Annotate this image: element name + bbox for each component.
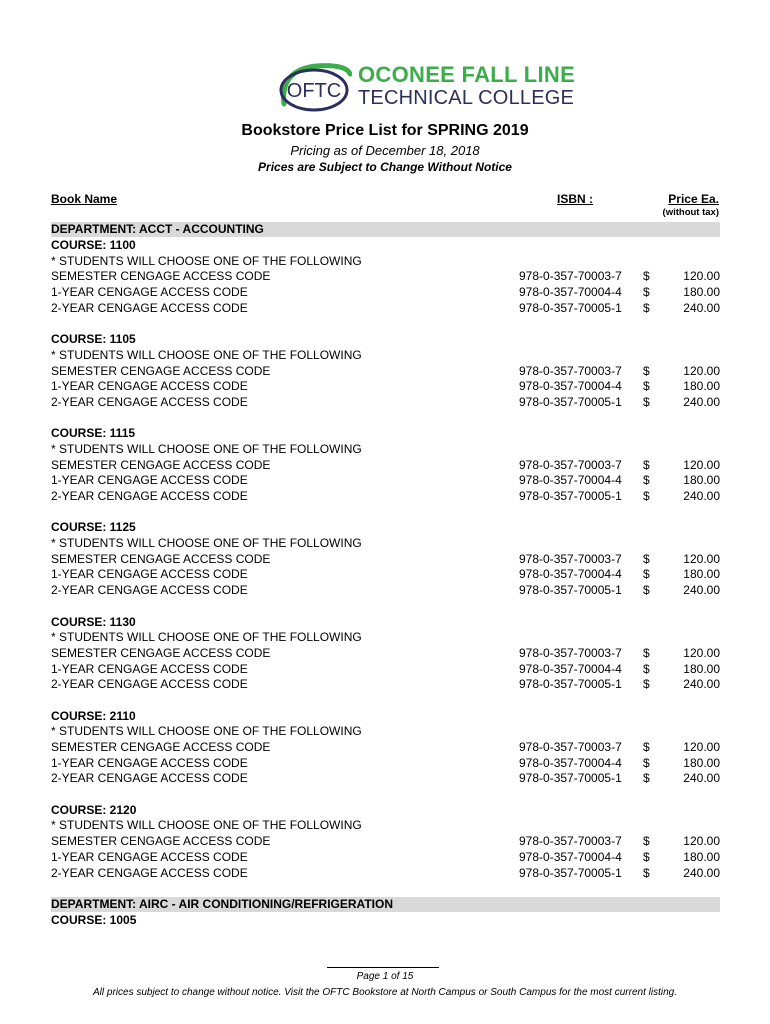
course-note: * STUDENTS WILL CHOOSE ONE OF THE FOLLOWING [51, 253, 362, 268]
pricing-date: Pricing as of December 18, 2018 [290, 143, 480, 158]
currency-symbol: $ [643, 457, 650, 472]
book-name: 1-YEAR CENGAGE ACCESS CODE [51, 473, 248, 488]
price: 120.00 [683, 551, 720, 566]
course-title: COURSE: 1105 [51, 332, 136, 347]
currency-symbol: $ [643, 661, 650, 676]
table-row [51, 771, 720, 787]
logo-swoosh-icon [276, 60, 352, 114]
isbn: 978-0-357-70003-7 [519, 269, 622, 284]
book-name: 2-YEAR CENGAGE ACCESS CODE [51, 771, 248, 786]
price: 180.00 [683, 285, 720, 300]
course-note: * STUDENTS WILL CHOOSE ONE OF THE FOLLOWING [51, 536, 362, 551]
book-name: 1-YEAR CENGAGE ACCESS CODE [51, 849, 248, 864]
book-name: 2-YEAR CENGAGE ACCESS CODE [51, 394, 248, 409]
table-row [51, 834, 720, 850]
isbn: 978-0-357-70003-7 [519, 457, 622, 472]
course-note: * STUDENTS WILL CHOOSE ONE OF THE FOLLOWING [51, 347, 362, 362]
price: 180.00 [683, 379, 720, 394]
currency-symbol: $ [643, 473, 650, 488]
department-header: DEPARTMENT: ACCT - ACCOUNTING [51, 222, 720, 237]
course-title: COURSE: 1130 [51, 614, 136, 629]
spacer [51, 505, 720, 521]
price-notice: Prices are Subject to Change Without Notice [258, 160, 512, 174]
spacer [51, 693, 720, 709]
course-block [51, 332, 720, 410]
currency-symbol: $ [643, 567, 650, 582]
course-title: COURSE: 2110 [51, 708, 136, 723]
isbn: 978-0-357-70004-4 [519, 379, 622, 394]
book-name: 1-YEAR CENGAGE ACCESS CODE [51, 755, 248, 770]
table-row [51, 677, 720, 693]
spacer [51, 316, 720, 332]
course-block [51, 520, 720, 598]
course-title: COURSE: 1100 [51, 238, 136, 252]
currency-symbol: $ [643, 771, 650, 786]
price: 180.00 [683, 567, 720, 582]
column-header-isbn: ISBN : [557, 192, 593, 206]
table-row [51, 285, 720, 301]
isbn: 978-0-357-70004-4 [519, 661, 622, 676]
course-title: COURSE: 1115 [51, 426, 136, 441]
spacer [51, 787, 720, 803]
currency-symbol: $ [643, 865, 650, 880]
course-block [51, 709, 720, 787]
price: 180.00 [683, 473, 720, 488]
book-name: SEMESTER CENGAGE ACCESS CODE [51, 740, 271, 754]
isbn: 978-0-357-70003-7 [519, 834, 622, 849]
logo-mark: OFTC [286, 80, 342, 102]
currency-symbol: $ [643, 379, 650, 394]
price: 240.00 [683, 394, 720, 409]
table-row [51, 740, 720, 756]
book-name: SEMESTER CENGAGE ACCESS CODE [51, 834, 271, 849]
isbn: 978-0-357-70003-7 [519, 740, 622, 754]
table-row [51, 458, 720, 474]
currency-symbol: $ [643, 645, 650, 660]
course-block [51, 238, 720, 316]
book-name: 1-YEAR CENGAGE ACCESS CODE [51, 379, 248, 394]
price: 240.00 [683, 300, 720, 315]
table-row [51, 473, 720, 489]
course-title: COURSE: 1005 [51, 912, 137, 927]
table-row [51, 379, 720, 395]
isbn: 978-0-357-70004-4 [519, 567, 622, 582]
spacer [51, 881, 720, 897]
price: 180.00 [683, 661, 720, 676]
isbn: 978-0-357-70003-7 [519, 645, 622, 660]
table-row [51, 662, 720, 678]
course-title: COURSE: 2120 [51, 802, 137, 817]
course-block [51, 426, 720, 504]
currency-symbol: $ [643, 755, 650, 770]
isbn: 978-0-357-70004-4 [519, 285, 622, 300]
price: 120.00 [683, 645, 720, 660]
course-block [51, 803, 720, 881]
course-title: COURSE: 1125 [51, 520, 136, 535]
price: 120.00 [683, 740, 720, 754]
department-header: DEPARTMENT: AIRC - AIR CONDITIONING/REFRIGERATION [51, 897, 720, 912]
currency-symbol: $ [643, 551, 650, 566]
price: 180.00 [683, 755, 720, 770]
footer-notice: All prices subject to change without notice. Visit the OFTC Bookstore at North Campus or South Campus for the most current listing. [93, 987, 677, 998]
price: 240.00 [683, 771, 720, 786]
book-name: SEMESTER CENGAGE ACCESS CODE [51, 363, 271, 378]
isbn: 978-0-357-70005-1 [519, 394, 622, 409]
table-row [51, 269, 720, 285]
table-row [51, 364, 720, 380]
currency-symbol: $ [643, 834, 650, 849]
table-row [51, 583, 720, 599]
isbn: 978-0-357-70004-4 [519, 473, 622, 488]
logo-name-line1: OCONEE FALL LINE [358, 62, 576, 87]
book-name: 2-YEAR CENGAGE ACCESS CODE [51, 677, 248, 692]
currency-symbol: $ [643, 300, 650, 315]
course-block [51, 615, 720, 693]
book-name: 1-YEAR CENGAGE ACCESS CODE [51, 567, 248, 582]
table-row [51, 756, 720, 772]
isbn: 978-0-357-70003-7 [519, 551, 622, 566]
currency-symbol: $ [643, 583, 650, 598]
currency-symbol: $ [643, 740, 650, 754]
price: 240.00 [683, 865, 720, 880]
isbn: 978-0-357-70005-1 [519, 583, 622, 598]
page-title: Bookstore Price List for SPRING 2019 [241, 122, 529, 139]
price: 120.00 [683, 363, 720, 378]
column-header-price: Price Ea. [668, 192, 719, 206]
book-name: SEMESTER CENGAGE ACCESS CODE [51, 645, 271, 660]
price: 180.00 [683, 849, 720, 864]
book-name: 2-YEAR CENGAGE ACCESS CODE [51, 300, 248, 315]
page-number: Page 1 of 15 [356, 971, 414, 982]
table-row [51, 646, 720, 662]
spacer [51, 599, 720, 615]
currency-symbol: $ [643, 677, 650, 692]
book-name: 2-YEAR CENGAGE ACCESS CODE [51, 489, 248, 503]
course-note: * STUDENTS WILL CHOOSE ONE OF THE FOLLOWING [51, 724, 362, 739]
table-row [51, 850, 720, 866]
price: 120.00 [683, 269, 720, 284]
table-row [51, 866, 720, 882]
currency-symbol: $ [643, 285, 650, 300]
table-row [51, 567, 720, 583]
spacer [51, 411, 720, 427]
currency-symbol: $ [643, 489, 650, 503]
book-name: SEMESTER CENGAGE ACCESS CODE [51, 269, 271, 284]
price: 120.00 [683, 834, 720, 849]
price: 240.00 [683, 677, 720, 692]
book-name: 2-YEAR CENGAGE ACCESS CODE [51, 865, 248, 880]
book-name: 1-YEAR CENGAGE ACCESS CODE [51, 661, 248, 676]
currency-symbol: $ [643, 394, 650, 409]
column-header-book-name: Book Name [51, 192, 118, 206]
table-row [51, 552, 720, 568]
isbn: 978-0-357-70005-1 [519, 677, 622, 692]
table-row [51, 395, 720, 411]
book-name: SEMESTER CENGAGE ACCESS CODE [51, 457, 271, 472]
course-block [51, 913, 720, 929]
table-row [51, 301, 720, 317]
footer-divider [327, 967, 439, 968]
price: 240.00 [683, 583, 720, 598]
isbn: 978-0-357-70004-4 [519, 755, 622, 770]
isbn: 978-0-357-70005-1 [519, 300, 622, 315]
book-name: 1-YEAR CENGAGE ACCESS CODE [51, 285, 248, 300]
price-note: (without tax) [662, 207, 719, 218]
currency-symbol: $ [643, 849, 650, 864]
isbn: 978-0-357-70004-4 [519, 849, 622, 864]
currency-symbol: $ [643, 269, 650, 284]
price: 120.00 [683, 457, 720, 472]
isbn: 978-0-357-70003-7 [519, 363, 622, 378]
price-list [51, 222, 720, 929]
course-note: * STUDENTS WILL CHOOSE ONE OF THE FOLLOWING [51, 818, 362, 833]
college-logo [276, 50, 576, 120]
table-row [51, 489, 720, 505]
currency-symbol: $ [643, 363, 650, 378]
course-note: * STUDENTS WILL CHOOSE ONE OF THE FOLLOWING [51, 441, 362, 456]
course-note: * STUDENTS WILL CHOOSE ONE OF THE FOLLOWING [51, 630, 362, 645]
book-name: SEMESTER CENGAGE ACCESS CODE [51, 551, 271, 566]
logo-name-line2: TECHNICAL COLLEGE [358, 87, 575, 109]
price: 240.00 [683, 489, 720, 503]
isbn: 978-0-357-70005-1 [519, 771, 622, 786]
isbn: 978-0-357-70005-1 [519, 489, 622, 503]
book-name: 2-YEAR CENGAGE ACCESS CODE [51, 583, 248, 598]
isbn: 978-0-357-70005-1 [519, 865, 622, 880]
